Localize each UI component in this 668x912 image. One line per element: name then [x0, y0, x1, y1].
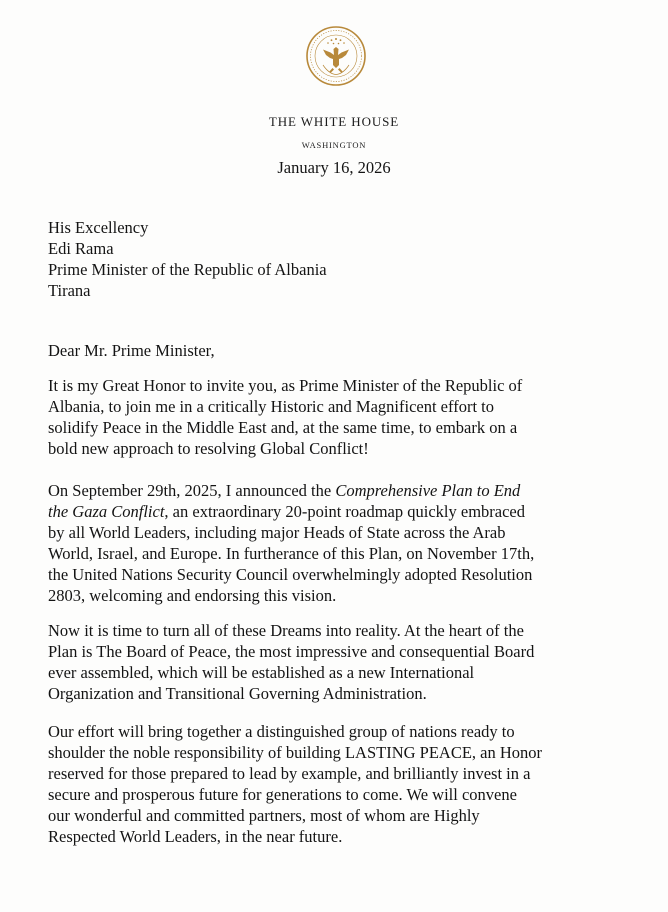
text-span: On September 29th, 2025, I announced the — [48, 481, 336, 500]
paragraph-line: by all World Leaders, including major Heads of State across the Arab — [48, 523, 506, 543]
paragraph-line: World, Israel, and Europe. In furtherance of this Plan, on November 17th, — [48, 544, 535, 564]
addressee-position: Prime Minister of the Republic of Albania — [48, 260, 327, 279]
paragraph-line: Plan is The Board of Peace, the most impressive and consequential Board — [48, 642, 535, 662]
paragraph-line: shoulder the noble responsibility of building LASTING PEACE, an Honor — [48, 743, 543, 763]
letterhead-city: WASHINGTON — [301, 140, 367, 150]
paragraph-line — [48, 501, 534, 522]
paragraph-line: Our effort will bring together a distinguished group of nations ready to — [48, 722, 515, 741]
paragraph-line: Organization and Transitional Governing Administration. — [48, 684, 427, 704]
paragraph-line: ever assembled, which will be established as a new International — [48, 663, 475, 683]
paragraph-board-of-peace — [48, 620, 534, 704]
paragraph-line: secure and prosperous future for generations to come. We will convene — [48, 785, 517, 805]
paragraph-line: Now it is time to turn all of these Dreams into reality. At the heart of the — [48, 621, 524, 640]
addressee-name: Edi Rama — [48, 239, 114, 258]
letterhead-title: THE WHITE HOUSE — [268, 114, 400, 129]
paragraph-line: Albania, to join me in a critically Historic and Magnificent effort to — [48, 397, 494, 417]
plan-title-italic: Comprehensive Plan to End — [335, 481, 521, 500]
salutation: Dear Mr. Prime Minister, — [48, 341, 215, 360]
paragraph-line: bold new approach to resolving Global Conflict! — [48, 439, 369, 459]
paragraph-invitation — [48, 375, 522, 459]
text-span: , an extraordinary 20-point roadmap quickly embraced — [164, 502, 525, 522]
paragraph-line: solidify Peace in the Middle East and, at the same time, to embark on a — [48, 418, 518, 438]
paragraph-line: Respected World Leaders, in the near future. — [48, 827, 343, 847]
paragraph-line: 2803, welcoming and endorsing this vision. — [48, 586, 337, 606]
letter-date: January 16, 2026 — [277, 158, 391, 177]
paragraph-line: the United Nations Security Council overwhelmingly adopted Resolution — [48, 565, 533, 585]
paragraph-line — [48, 480, 534, 501]
plan-title-italic: the Gaza Conflict — [48, 502, 165, 522]
addressee-block — [48, 217, 327, 301]
presidential-seal-icon — [305, 25, 367, 87]
paragraph-line: reserved for those prepared to lead by example, and brilliantly invest in a — [48, 764, 531, 784]
paragraph-plan — [48, 480, 534, 607]
paragraph-effort — [48, 721, 542, 848]
paragraph-line: It is my Great Honor to invite you, as Prime Minister of the Republic of — [48, 376, 523, 395]
addressee-honorific: His Excellency — [48, 218, 149, 237]
paragraph-line: our wonderful and committed partners, most of whom are Highly — [48, 806, 480, 826]
addressee-city: Tirana — [48, 281, 91, 300]
